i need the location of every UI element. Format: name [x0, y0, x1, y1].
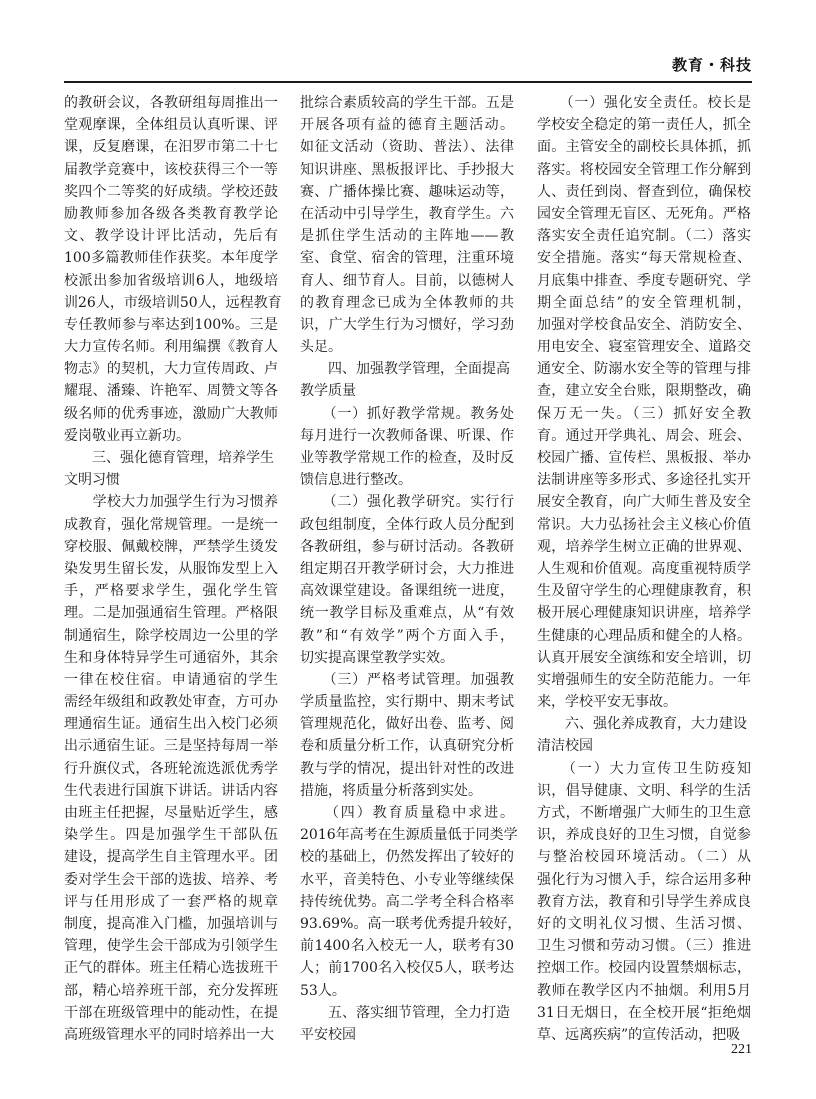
text-line: 政包组制度，全体行政人员分配到	[300, 516, 514, 533]
text-line: 统一教学目标及重难点，从“有效	[300, 605, 514, 622]
text-line: 教与学的情况，提出针对性的改进	[300, 760, 514, 777]
text-column-2	[300, 92, 522, 1046]
text-line: 生健康的心理品质和健全的人格。	[537, 627, 751, 644]
text-line: 持传统优势。高二学考全科合格率	[300, 893, 514, 910]
text-line: 学质量监控，实行期中、期末考试	[300, 694, 514, 711]
text-line: 教育方法，教育和引导学生养成良	[537, 893, 751, 910]
text-line: 需经年级组和政教处审查，方可办	[64, 694, 278, 711]
text-line: 物志》的契机，大力宣传周政、卢	[64, 361, 278, 378]
text-line: 三、强化德育管理，培养学生	[64, 450, 274, 466]
text-line: 育人、细节育人。目前，以德树人	[300, 272, 514, 289]
text-line: 馈信息进行整改。	[300, 472, 412, 489]
text-line: 93.69%。高一联考优秀提升较好，	[300, 915, 522, 932]
text-line: 识，倡导健康、文明、科学的生活	[537, 782, 751, 799]
text-line: （二）强化教学研究。实行行	[300, 494, 514, 511]
text-line: 识，广大学生行为习惯好，学习劲	[300, 316, 514, 333]
text-line: 卫生习惯和劳动习惯。（三）推进	[537, 938, 751, 955]
text-line: 生及留守学生的心理健康教育，积	[537, 583, 751, 600]
text-line: 100多篇教师佳作获奖。本年度学	[64, 250, 278, 267]
text-line: 人生观和价值观。高度重视特质学	[537, 560, 751, 577]
text-line: 评与任用形成了一套严格的规章	[64, 893, 278, 910]
text-line: 管理，使学生会干部成为引领学生	[64, 938, 278, 955]
text-line: 奖四个二等奖的好成绩。学校还鼓	[64, 183, 278, 200]
text-line: 查，建立安全台账，限期整改，确	[537, 383, 751, 400]
text-line: 措施，将质量分析落到实处。	[300, 782, 482, 799]
text-line: 管理规范化，做好出卷、监考、阅	[300, 716, 514, 733]
text-line: 穿校服、佩戴校牌，严禁学生烫发	[64, 538, 278, 555]
text-line: （四）教育质量稳中求进。	[300, 805, 514, 821]
text-line: 制通宿生，除学校周边一公里的学	[64, 627, 278, 644]
text-line: 如征文活动（资助、普法）、法律	[300, 139, 514, 156]
text-line: 正气的群体。班主任精心选拔班干	[64, 960, 278, 977]
text-line: 清洁校园	[537, 738, 593, 755]
text-line: 人、责任到岗、督查到位，确保校	[537, 183, 751, 200]
text-line: 校派出参加省级培训6人，地级培	[64, 272, 278, 289]
text-line: 训26人，市级培训50人，远程教育	[64, 294, 282, 311]
text-line: 各教研组，参与研讨活动。各教研	[300, 538, 514, 555]
text-line: 认真开展安全演练和安全培训，切	[537, 649, 751, 666]
text-line: 在活动中引导学生，教育学生。六	[300, 205, 514, 222]
text-line: 方式，不断增强广大师生的卫生意	[537, 805, 751, 821]
text-line: 月底集中排查、季度专题研究、学	[537, 272, 751, 289]
text-line: 六、强化养成教育，大力建设	[537, 716, 747, 733]
text-column-1	[64, 92, 282, 1046]
text-line: 课，反复磨课，在汨罗市第二十七	[64, 139, 278, 156]
text-line: 的教育理念已成为全体教师的共	[300, 294, 514, 311]
text-line: 文、教学设计评比活动，先后有	[64, 228, 278, 245]
text-line: 来，学校平安无事故。	[537, 694, 677, 711]
text-line: 干部在班级管理中的能动性，在提	[64, 1004, 278, 1021]
text-line: 学校安全稳定的第一责任人，抓全	[537, 117, 751, 134]
text-line: （三）严格考试管理。加强教	[300, 671, 514, 688]
text-line: 建设，提高学生自主管理水平。团	[64, 849, 278, 866]
text-line: 教师在教学区内不抽烟。利用5月	[537, 982, 751, 999]
text-line: 理。二是加强通宿生管理。严格限	[64, 605, 278, 622]
text-line: 头足。	[300, 339, 342, 356]
text-line: 五、落实细节管理，全力打造	[300, 1004, 510, 1021]
text-line: 染发男生留长发，从服饰发型上入	[64, 560, 278, 577]
text-line: 染学生。四是加强学生干部队伍	[64, 827, 278, 844]
text-line: 好的文明礼仪习惯、生活习惯、	[537, 915, 751, 932]
text-line: 励教师参加各级各类教育教学论	[64, 205, 278, 222]
text-line: 委对学生会干部的选拔、培养、考	[64, 871, 278, 888]
text-line: 一律在校住宿。申请通宿的学生	[64, 671, 278, 688]
text-line: 是抓住学生活动的主阵地——教	[300, 228, 514, 245]
text-line: 由班主任把握，尽量贴近学生，感	[64, 805, 278, 821]
text-line: 学校大力加强学生行为习惯养	[64, 494, 278, 511]
text-line: 前1400名入校无一人，联考有30	[300, 938, 514, 955]
text-line: 开展各项有益的德育主题活动。	[300, 117, 514, 134]
text-line: 批综合素质较高的学生干部。五是	[300, 95, 514, 111]
text-line: 用电安全、寝室管理安全、道路交	[537, 339, 751, 356]
text-line: 行升旗仪式，各班轮流选派优秀学	[64, 760, 278, 777]
text-line: 手，严格要求学生，强化学生管	[64, 583, 278, 600]
text-line: 业等教学常规工作的检查，及时反	[300, 450, 514, 466]
text-line: 届教学竞赛中，该校获得三个一等	[64, 161, 278, 178]
header-rule	[64, 81, 752, 83]
text-line: 校园广播、宣传栏、黑板报、举办	[537, 450, 751, 466]
text-line: 31日无烟日，在全校开展“拒绝烟	[537, 1004, 751, 1021]
text-line: 教”和“有效学”两个方面入手，	[300, 627, 514, 644]
text-line: 四、加强教学管理，全面提高	[300, 361, 510, 378]
section-header: 教育・科技	[671, 56, 752, 74]
text-line: 展安全教育，向广大师生普及安全	[537, 494, 751, 511]
text-line: 教学质量	[300, 383, 356, 400]
text-line: 2016年高考在生源质量低于同类学	[300, 827, 518, 844]
text-line: 生和身体特异学生可通宿外，其余	[64, 649, 278, 666]
text-line: 出示通宿生证。三是坚持每周一举	[64, 738, 278, 755]
text-line: 安全措施。落实“每天常规检查、	[537, 250, 751, 267]
text-line: 法制讲座等多形式、多途径扎实开	[537, 472, 751, 489]
text-line: 草、远离疾病”的宣传活动，把吸	[537, 1026, 741, 1043]
text-line: 生代表进行国旗下讲话。讲话内容	[64, 782, 278, 799]
text-line: 面。主管安全的副校长具体抓，抓	[537, 139, 751, 156]
text-line: 专任教师参与率达到100%。三是	[64, 316, 278, 333]
text-line: 卷和质量分析工作，认真研究分析	[300, 738, 514, 755]
text-line: 成教育，强化常规管理。一是统一	[64, 516, 278, 533]
text-line: 爱岗敬业再立新功。	[64, 427, 190, 444]
text-line: 落实安全责任追究制。（二）落实	[537, 228, 751, 245]
text-line: 室、食堂、宿舍的管理，注重环境	[300, 250, 514, 267]
text-column-3	[537, 92, 751, 1046]
text-line: 校的基础上，仍然发挥出了较好的	[300, 849, 514, 866]
text-line: 切实提高课堂教学实效。	[300, 649, 454, 666]
text-line: 极开展心理健康知识讲座，培养学	[537, 605, 751, 622]
text-line: 人；前1700名入校仅5人，联考达	[300, 960, 514, 977]
text-line: 知识讲座、黑板报评比、手抄报大	[300, 161, 514, 178]
text-line: 高效课堂建设。备课组统一进度，	[300, 583, 514, 600]
text-line: 高班级管理水平的同时培养出一大	[64, 1026, 274, 1043]
text-line: 常识。大力弘扬社会主义核心价值	[537, 516, 751, 533]
text-line: 育。通过开学典礼、周会、班会、	[537, 427, 751, 444]
text-line: 实增强师生的安全防范能力。一年	[537, 671, 751, 688]
text-line: 加强对学校食品安全、消防安全、	[537, 316, 751, 333]
text-line: 理通宿生证。通宿生出入校门必须	[64, 716, 278, 733]
page-number: 221	[731, 1042, 752, 1057]
text-line: 的教研会议，各教研组每周推出一	[64, 95, 278, 111]
text-line: 观，培养学生树立正确的世界观、	[537, 538, 751, 555]
text-line: 强化行为习惯入手，综合运用多种	[537, 871, 751, 888]
text-line: 堂观摩课，全体组员认真听课、评	[64, 117, 278, 134]
text-line: 级名师的优秀事迹，激励广大教师	[64, 405, 278, 422]
text-line: 识，养成良好的卫生习惯，自觉参	[537, 827, 751, 844]
text-line: 每月进行一次教师备课、听课、作	[300, 427, 514, 444]
text-line: 制度，提高准入门槛，加强培训与	[64, 915, 278, 932]
text-line: 文明习惯	[64, 472, 120, 489]
text-line: 组定期召开教学研讨会，大力推进	[300, 560, 514, 577]
text-line: （一）强化安全责任。校长是	[537, 95, 751, 111]
text-line: 部，精心培养班干部，充分发挥班	[64, 982, 278, 999]
text-line: 赛、广播体操比赛、趣味运动等，	[300, 183, 514, 200]
text-line: 与整治校园环境活动。（二）从	[537, 849, 751, 866]
text-line: 保万无一失。（三）抓好安全教	[537, 405, 751, 422]
text-line: 期全面总结”的安全管理机制，	[537, 294, 751, 311]
text-line: 大力宣传名师。利用编撰《教育人	[64, 339, 278, 356]
text-line: 落实。将校园安全管理工作分解到	[537, 161, 751, 178]
text-line: 通安全、防溺水安全等的管理与排	[537, 361, 751, 378]
text-line: 园安全管理无盲区、无死角。严格	[537, 205, 751, 222]
text-line: （一）大力宣传卫生防疫知	[537, 760, 751, 777]
text-line: 耀琨、潘臻、许艳军、周赞文等各	[64, 383, 278, 400]
text-line: 53人。	[300, 982, 346, 999]
text-line: 水平，音美特色、小专业等继续保	[300, 871, 514, 888]
text-line: （一）抓好教学常规。教务处	[300, 405, 514, 422]
text-line: 平安校园	[300, 1026, 356, 1043]
text-line: 控烟工作。校园内设置禁烟标志，	[537, 960, 751, 977]
